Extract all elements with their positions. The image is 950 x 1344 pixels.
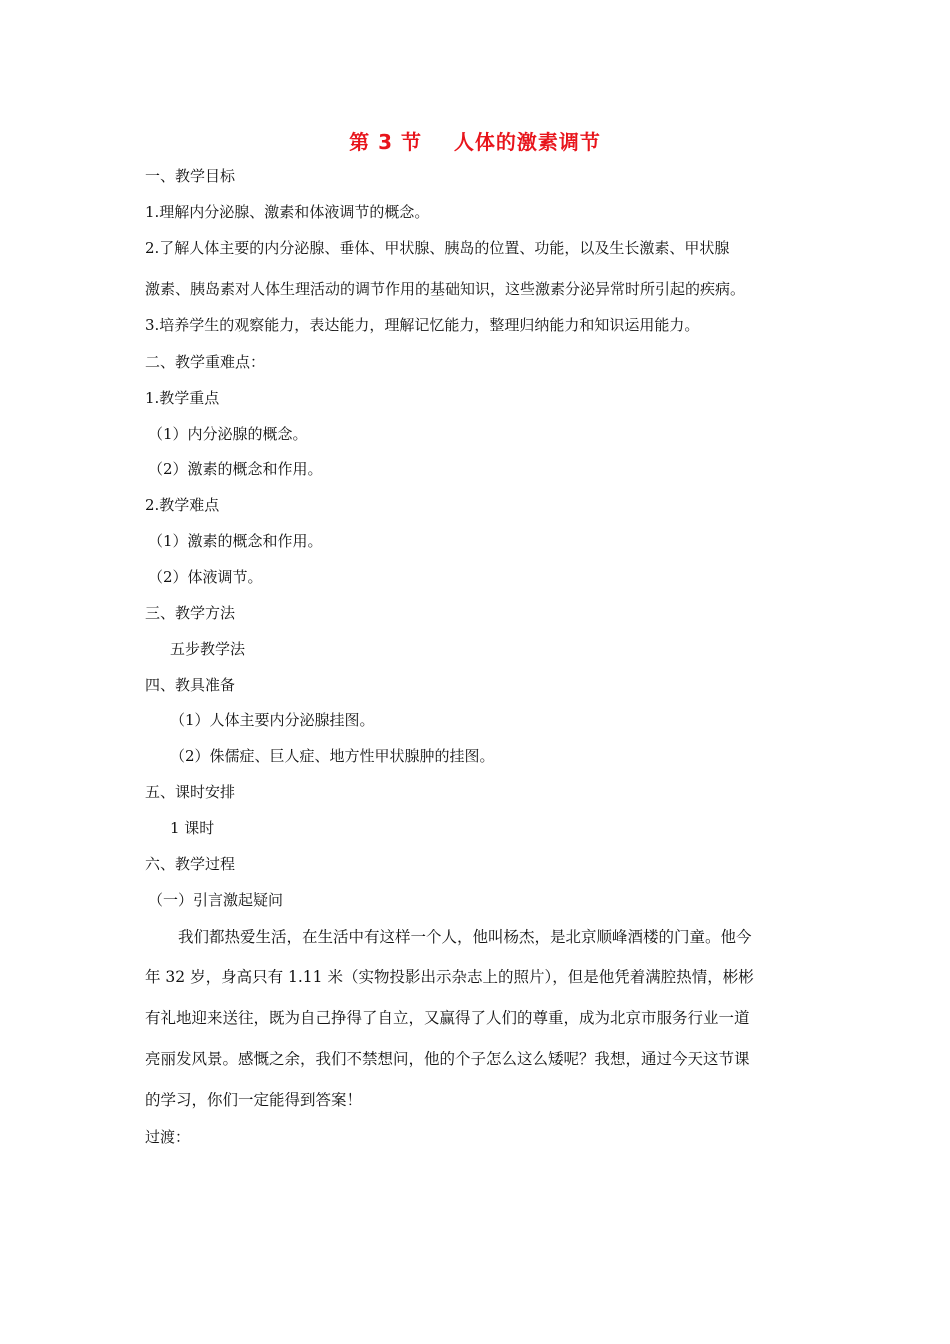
schedule-text: 1 课时 [170,819,215,837]
objective-3: 3.培养学生的观察能力，表达能力，理解记忆能力，整理归纳能力和知识运用能力。 [145,316,700,334]
process-subheading-1: （一）引言激起疑问 [148,891,284,909]
section-heading-process: 六、教学过程 [145,855,236,873]
intro-paragraph-line-2: 年 32 岁，身高只有 1.11 米（实物投影出示杂志上的照片），但是他凭着满腔热情，彬彬 [145,968,754,986]
section-heading-methods: 三、教学方法 [145,604,236,622]
intro-paragraph-line-3: 有礼地迎来送往，既为自己挣得了自立，又赢得了人们的尊重，成为北京市服务行业一道 [145,1009,750,1027]
key-point-2: （2）激素的概念和作用。 [148,460,323,478]
intro-paragraph-line-1: 我们都热爱生活，在生活中有这样一个人，他叫杨杰，是北京顺峰酒楼的门童。他今 [178,928,752,946]
transition-label: 过渡： [145,1128,191,1146]
objective-1: 1.理解内分泌腺、激素和体液调节的概念。 [145,203,430,221]
key-point-1: （1）内分泌腺的概念。 [148,425,308,443]
section-heading-materials: 四、教具准备 [145,676,236,694]
section-heading-objectives: 一、教学目标 [145,167,236,185]
method-text: 五步教学法 [170,640,246,658]
page-title: 第 3 节 人体的激素调节 [349,130,601,154]
material-1: （1）人体主要内分泌腺挂图。 [170,711,375,729]
objective-2-line-2: 激素、胰岛素对人体生理活动的调节作用的基础知识，这些激素分泌异常时所引起的疾病。 [145,280,746,298]
intro-paragraph-line-5: 的学习，你们一定能得到答案！ [145,1091,363,1109]
material-2: （2）侏儒症、巨人症、地方性甲状腺肿的挂图。 [170,747,495,765]
intro-paragraph-line-4: 亮丽发风景。感慨之余，我们不禁想问，他的个子怎么这么矮呢？我想，通过今天这节课 [145,1050,750,1068]
difficult-point-2: （2）体液调节。 [148,568,263,586]
subheading-key-points: 1.教学重点 [145,389,220,407]
section-heading-key-points: 二、教学重难点： [145,353,266,371]
subheading-difficult-points: 2.教学难点 [145,496,220,514]
objective-2-line-1: 2.了解人体主要的内分泌腺、垂体、甲状腺、胰岛的位置、功能，以及生长激素、甲状腺 [145,239,730,257]
section-heading-schedule: 五、课时安排 [145,783,236,801]
difficult-point-1: （1）激素的概念和作用。 [148,532,323,550]
